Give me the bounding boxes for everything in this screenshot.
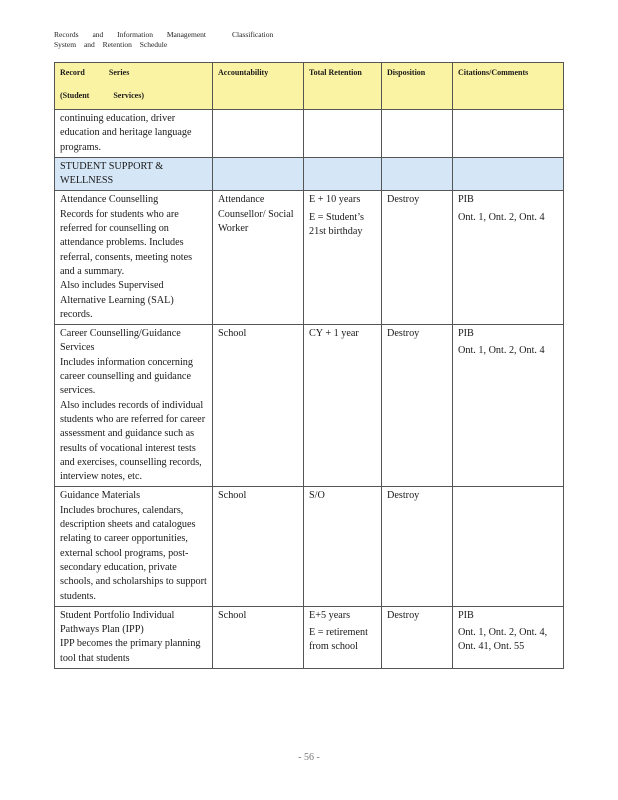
accountability-cell: School (213, 325, 304, 487)
disposition-cell: Destroy (382, 606, 453, 668)
record-description: Also includes records of individual students who are referred for career assessment and guidance such as results of vocational interest tests and exercises, counselling records, interview notes, etc. (60, 399, 206, 483)
header-disposition: Disposition (382, 63, 453, 110)
citation-pib: PIB (458, 609, 474, 621)
retention-note: E = retirement from school (309, 627, 368, 653)
record-description: Records for students who are referred for counselling on attendance problems. Includes referral, consents, meeting notes and a summary. (60, 208, 193, 277)
section-row-student-support (55, 157, 564, 191)
record-series-cell (55, 191, 213, 325)
header-line-2: System and Retention Schedule (54, 40, 168, 49)
table-row (55, 606, 564, 668)
header-title-a: Records and Information Management (54, 30, 207, 39)
disposition-cell: Destroy (382, 487, 453, 606)
record-title: Student Portfolio Individual Pathways Plan (IPP) (60, 609, 175, 636)
retention-cell (304, 606, 382, 668)
record-description: IPP becomes the primary planning tool that students (60, 638, 201, 664)
table-row-continued (55, 110, 564, 158)
retention-value: E + 10 years (309, 194, 361, 206)
citation-pib: PIB (458, 328, 474, 340)
table-row (55, 487, 564, 606)
page-header (54, 30, 273, 50)
citation-refs: Ont. 1, Ont. 2, Ont. 4 (458, 345, 545, 357)
continued-description: continuing education, driver education and heritage language programs. (55, 110, 213, 158)
header-record-series-label: Record Series (60, 68, 130, 77)
citation-cell (453, 191, 564, 325)
section-title: STUDENT SUPPORT & WELLNESS (55, 157, 213, 191)
header-record-series (55, 63, 213, 110)
record-series-cell (55, 325, 213, 487)
header-accountability: Accountability (213, 63, 304, 110)
retention-cell (304, 191, 382, 325)
accountability-cell: Attendance Counsellor/ Social Worker (213, 191, 304, 325)
retention-cell: CY + 1 year (304, 325, 382, 487)
disposition-cell: Destroy (382, 191, 453, 325)
citation-refs: Ont. 1, Ont. 2, Ont. 4 (458, 211, 545, 223)
record-series-cell (55, 487, 213, 606)
accountability-cell: School (213, 606, 304, 668)
header-line-1 (54, 30, 273, 40)
citation-cell (453, 325, 564, 487)
disposition-cell: Destroy (382, 325, 453, 487)
record-title: Guidance Materials (60, 490, 141, 502)
record-description: Includes brochures, calendars, description sheets and catalogues relating to career opportunities, external school programs, post-secondary education, private schools, and scholarships to support students. (60, 504, 207, 602)
header-citations: Citations/Comments (453, 63, 564, 110)
accountability-cell: School (213, 487, 304, 606)
record-description: Also includes Supervised Alternative Learning (SAL) records. (60, 280, 174, 320)
retention-schedule-table (54, 62, 564, 669)
header-total-retention: Total Retention (304, 63, 382, 110)
citation-cell (453, 487, 564, 606)
record-title: Career Counselling/Guidance Services (60, 328, 181, 354)
table-header-row (55, 63, 564, 110)
page-number: - 56 - (298, 752, 320, 763)
record-description: Includes information concerning career counselling and guidance services. (60, 356, 193, 397)
retention-cell: S/O (304, 487, 382, 606)
header-title-b: Classification (232, 30, 274, 39)
citation-pib: PIB (458, 194, 474, 206)
table-row (55, 191, 564, 325)
record-title: Attendance Counselling (60, 194, 159, 206)
record-series-cell (55, 606, 213, 668)
retention-value: E+5 years (309, 609, 351, 621)
header-student-services-label: (Student Services) (60, 91, 144, 100)
citation-refs: Ont. 1, Ont. 2, Ont. 4, Ont. 41, Ont. 55 (458, 627, 548, 653)
retention-note: E = Student’s 21st birthday (309, 211, 364, 238)
table-row (55, 325, 564, 487)
citation-cell (453, 606, 564, 668)
